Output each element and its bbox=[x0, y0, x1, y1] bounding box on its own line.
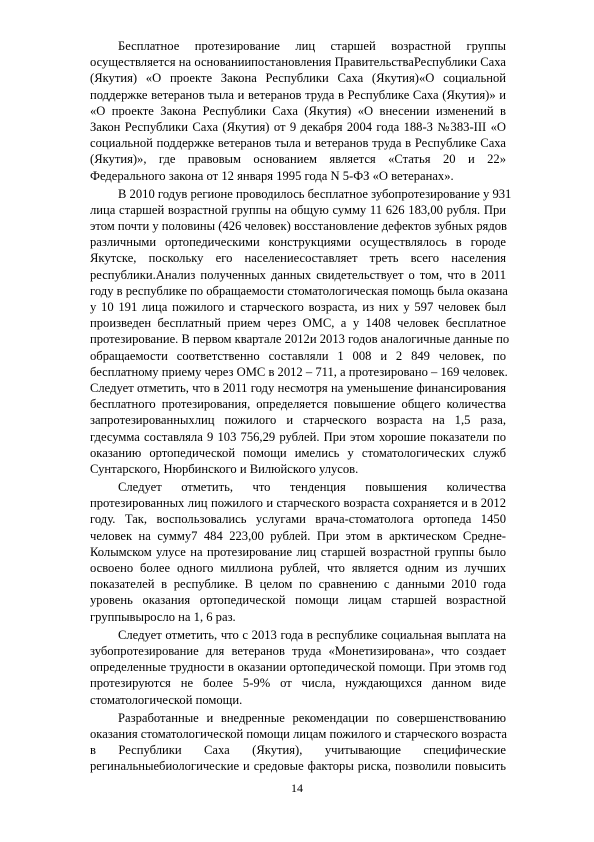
text-line: определенные трудности в оказании ортопедической помощи. При этомв год bbox=[90, 660, 506, 675]
paragraph bbox=[90, 479, 506, 625]
text-line: гдесумма составляла 9 103 756,29 рублей. При этом хорошие показатели по bbox=[90, 429, 506, 444]
text-line: бесплатному приему через ОМС в 2012 – 711, а протезировано – 169 человек. bbox=[90, 364, 508, 379]
text-line: произведен бесплатный прием через ОМС, а у 1408 человек бесплатное bbox=[90, 316, 506, 331]
text-line: у 10 191 лица пожилого и старческого возраста, из них у 597 человек был bbox=[90, 300, 506, 314]
text-line: оказанию ортопедической помощи имелись у стоматологических служб bbox=[90, 445, 506, 460]
text-line: В 2010 годув регионе проводилось бесплатное зубопротезирование у 931 bbox=[118, 186, 512, 201]
text-line: году. Так, воспользовались услугами врача-стоматолога ортопеда 1450 bbox=[90, 512, 506, 527]
text-line: Следует отметить, что с 2013 года в республике социальная выплата на bbox=[118, 627, 506, 642]
text-line: осуществляется на основаниипостановления ПравительстваРеспублики Саха bbox=[90, 55, 506, 70]
text-line: протезирование. В первом квартале 2012и 2013 годов аналогичные данные по bbox=[90, 332, 510, 347]
text-line: человек на сумму7 484 223,00 рублей. При этом в арктическом Средне- bbox=[90, 528, 506, 543]
paragraph bbox=[90, 710, 506, 775]
text-line: году в республике по обращаемости стоматологическая помощь была оказана bbox=[90, 283, 508, 298]
text-line: регинальныебиологические и средовые факторы риска, позволили повысить bbox=[90, 759, 506, 774]
text-line: Следует отметить, что тенденция повышения количества bbox=[118, 480, 506, 495]
paragraph bbox=[90, 38, 506, 184]
text-line: бесплатного протезирования, определяется повышение общего количества bbox=[90, 397, 506, 412]
text-line: Колымском улусе на протезирование лиц старшей возрастной группы было bbox=[90, 544, 506, 559]
text-line: поддержке ветеранов тыла и ветеранов труда в Республике Саха (Якутия)» и bbox=[90, 87, 506, 102]
text-line: (Якутия) «О проекте Закона Республики Саха (Якутия)«О социальной bbox=[90, 71, 506, 86]
body-text bbox=[90, 38, 512, 774]
text-line: протезируются не более 5-9% от числа, нуждающихся данном виде bbox=[90, 676, 506, 691]
text-line: протезированных лиц пожилого и старческого возраста сохраняется и в 2012 bbox=[90, 496, 506, 511]
text-line: зубопротезирование для ветеранов труда «Монетизирована», что создает bbox=[90, 643, 506, 658]
page-number: 14 bbox=[291, 781, 303, 795]
text-line: уровень оказания ортопедической помощи лицам старшей возрастной bbox=[90, 593, 506, 608]
text-line: стоматологической помощи. bbox=[90, 692, 243, 707]
text-line: запротезированныхлиц пожилого и старческого возраста на 1,5 раза, bbox=[90, 413, 506, 428]
text-line: оказания стоматологической помощи лицам пожилого и старческого возраста bbox=[90, 726, 508, 741]
text-line: Якутске, поскольку его населениесоставляет треть всего населения bbox=[90, 251, 506, 266]
text-line: Разработанные и внедренные рекомендации по совершенствованию bbox=[118, 710, 506, 725]
text-line: группывыросло на 1, 6 раз. bbox=[90, 609, 236, 624]
text-line: в Республики Саха (Якутия), учитывающие специфические bbox=[90, 743, 506, 758]
text-line: этом почти у половины (426 человек) восстановление дефектов зубных рядов bbox=[90, 219, 507, 234]
text-line: показателей в республике. В целом по сравнению с данными 2010 года bbox=[90, 577, 506, 592]
paragraph bbox=[90, 186, 512, 477]
text-line: Сунтарского, Нюрбинского и Вилюйского улусов. bbox=[90, 461, 359, 476]
text-line: лица старшей возрастной группы на общую сумму 11 626 183,00 рубля. При bbox=[90, 202, 506, 217]
text-line: социальной поддержке ветеранов тыла и ветеранов труда в Республике Саха bbox=[90, 136, 506, 151]
text-line: обращаемости соответственно составляли 1 008 и 2 849 человек, по bbox=[90, 348, 506, 363]
text-line: различными ортопедическими конструкциями осуществлялось в городе bbox=[90, 235, 506, 250]
text-line: Следует отметить, что в 2011 году несмотря на уменьшение финансирования bbox=[90, 380, 506, 395]
text-line: Бесплатное протезирование лиц старшей возрастной группы bbox=[118, 39, 506, 53]
text-line: «О проекте Закона Республики Саха (Якутия) «О внесении изменений в bbox=[90, 103, 506, 118]
paragraph bbox=[90, 627, 506, 708]
text-line: Федерального закона от 12 января 1995 года N 5-ФЗ «О ветеранах». bbox=[90, 168, 454, 183]
text-line: Закон Республики Саха (Якутия) от 9 декабря 2004 года 188-З №383-III «О bbox=[90, 119, 506, 134]
text-line: освоено более одного миллиона рублей, что является одним из лучших bbox=[90, 561, 506, 575]
text-line: (Якутия)», где правовым основанием является «Статья 20 и 22» bbox=[90, 152, 506, 167]
text-line: республики.Анализ полученных данных свидетельствует о том, что в 2011 bbox=[90, 267, 506, 282]
